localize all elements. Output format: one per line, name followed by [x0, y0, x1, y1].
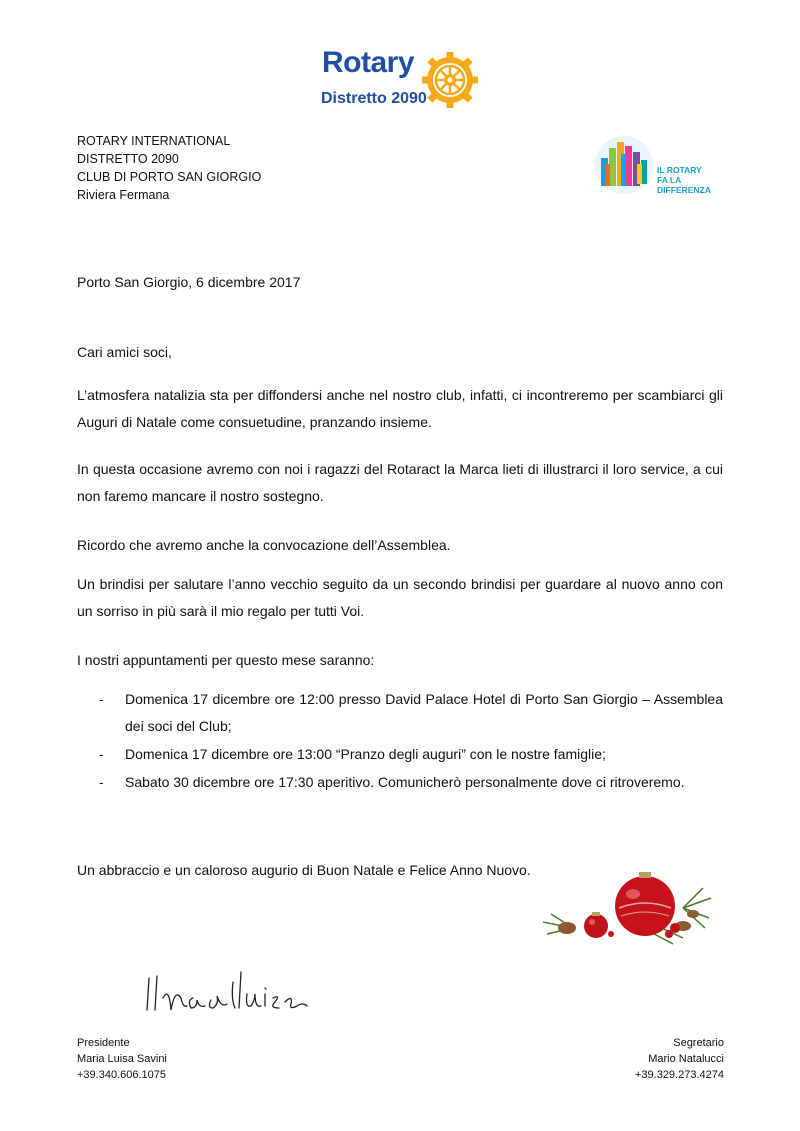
- paragraph: In questa occasione avremo con noi i ragazzi del Rotaract la Marca lieti di illustrarci il loro service, a cui non faremo mancare il nostro sostegno.: [77, 461, 723, 504]
- district-label: Distretto 2090: [321, 90, 427, 107]
- header-line: ROTARY INTERNATIONAL: [77, 134, 231, 148]
- list-item: [77, 686, 723, 740]
- secretary-name: Mario Natalucci: [648, 1053, 724, 1065]
- secretary-signoff: [635, 1035, 724, 1083]
- list-bullet: -: [99, 746, 104, 762]
- paragraph: I nostri appuntamenti per questo mese saranno:: [77, 652, 375, 668]
- header-line: CLUB DI PORTO SAN GIORGIO: [77, 170, 262, 184]
- paragraph: Ricordo che avremo anche la convocazione dell’Assemblea.: [77, 537, 451, 553]
- list-bullet: -: [99, 774, 104, 790]
- theme-slogan-line: IL ROTARY: [657, 165, 702, 175]
- list-item-text: Domenica 17 dicembre ore 13:00 “Pranzo degli auguri” con le nostre famiglie;: [125, 746, 606, 762]
- signature-image: [135, 958, 315, 1028]
- theme-logo: [593, 134, 733, 198]
- letter-greeting: Cari amici soci,: [77, 344, 172, 360]
- closing-line: Un abbraccio e un caloroso augurio di Buon Natale e Felice Anno Nuovo.: [77, 862, 531, 878]
- paragraph: L’atmosfera natalizia sta per diffondersi anche nel nostro club, infatti, ci incontreremo per scambiarci gli Auguri di Natale come consuetudine, pranzando insieme.: [77, 387, 723, 430]
- president-phone: +39.340.606.1075: [77, 1069, 167, 1081]
- theme-slogan: [657, 165, 733, 195]
- rotary-wheel-icon: [422, 52, 478, 108]
- list-item: [77, 769, 723, 796]
- list-item: [77, 741, 723, 768]
- list-bullet: -: [99, 691, 104, 707]
- rotary-logo: [318, 46, 483, 116]
- secretary-phone: +39.329.273.4274: [634, 1069, 724, 1081]
- header-line: Riviera Fermana: [77, 188, 170, 202]
- list-item-text: Sabato 30 dicembre ore 17:30 aperitivo. Comunicherò personalmente dove ci ritroveremo.: [125, 774, 685, 790]
- paragraph: Un brindisi per salutare l’anno vecchio seguito da un secondo brindisi per guardare al nuovo anno con un sorriso in più sarà il mio regalo per tutti Voi.: [77, 576, 723, 619]
- rotary-wordmark: Rotary: [322, 46, 415, 79]
- president-name: Maria Luisa Savini: [77, 1053, 167, 1065]
- header-line: DISTRETTO 2090: [77, 152, 179, 166]
- list-item-text: Domenica 17 dicembre ore 12:00 presso David Palace Hotel di Porto San Giorgio – Assemblea dei soci del Club;: [125, 691, 723, 734]
- christmas-ornament-icon: [533, 868, 713, 950]
- president-role: Presidente: [77, 1037, 130, 1049]
- club-header: [77, 132, 261, 204]
- president-signoff: [77, 1035, 167, 1083]
- letter-date: Porto San Giorgio, 6 dicembre 2017: [77, 274, 301, 290]
- theme-emblem-icon: [593, 134, 655, 196]
- theme-slogan-line: FA LA DIFFERENZA: [657, 175, 711, 195]
- secretary-role: Segretario: [673, 1037, 724, 1049]
- appointments-list: [77, 686, 723, 797]
